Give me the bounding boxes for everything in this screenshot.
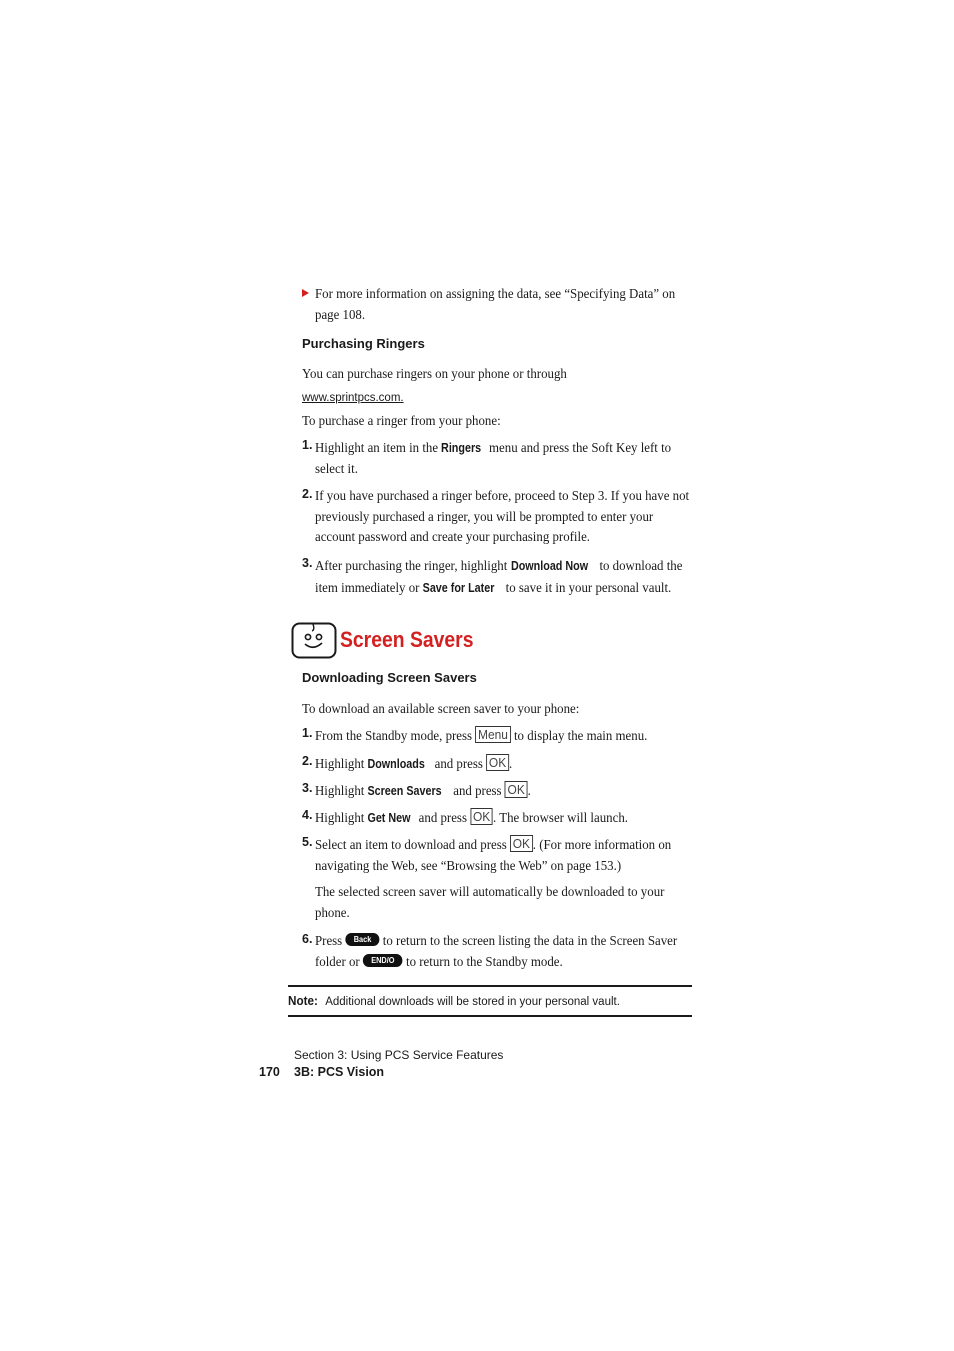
step-text-post: . (For more information on navigating the Web, see “Browsing the Web” on page 153.) (315, 838, 672, 874)
ringers-menu-label: Ringers (441, 440, 482, 455)
back-key-icon: Back (345, 933, 379, 946)
triangle-bullet-icon (302, 289, 309, 297)
step-text-post: . The browser will launch. (493, 811, 628, 826)
download-step-3 (302, 781, 702, 803)
step-text (315, 835, 692, 877)
step-text-pre: From the Standby mode, press (315, 729, 476, 744)
purchasing-para2: To purchase a ringer from your phone: (302, 414, 501, 429)
purchasing-step-3 (302, 556, 702, 618)
purchasing-heading: Purchasing Ringers (302, 336, 425, 351)
note-label: Note: (288, 993, 318, 1008)
step-text-pre: Highlight (315, 811, 368, 826)
step-text (315, 556, 692, 599)
step-text-mid: to return to the screen listing the data in the Screen Saver folder or (315, 934, 678, 970)
purchasing-step-2 (302, 487, 702, 549)
step-number: 6. (302, 932, 313, 946)
ok-key: OK (505, 781, 528, 798)
download-step-5 (302, 835, 702, 925)
download-now-label: Download Now (510, 558, 588, 573)
step-text (315, 808, 701, 830)
step-text-post: to save it in your personal vault. (502, 580, 672, 596)
step-number: 2. (302, 487, 313, 501)
step-text-post: to return to the Standby mode. (402, 954, 563, 970)
step-text-pre: Highlight (315, 757, 368, 772)
step-text-pre: Highlight (315, 784, 368, 799)
download-step-2 (302, 754, 702, 776)
intro-bullet-text: For more information on assigning the data, see “Specifying Data” on page 108. (315, 287, 676, 323)
purchasing-para1: You can purchase ringers on your phone or through (302, 367, 567, 382)
download-step-4 (302, 808, 702, 830)
step-text-mid: and press (450, 784, 505, 799)
download-step-1 (302, 726, 702, 748)
step-text-mid: to download the item immediately or (315, 559, 683, 596)
footer-chapter: 3B: PCS Vision (294, 1065, 385, 1079)
step-text-post: . (508, 757, 513, 772)
end-key-icon: END/O (363, 954, 403, 967)
step-text (315, 438, 692, 480)
menu-key: Menu (475, 726, 510, 743)
step-number: 1. (302, 438, 313, 452)
ok-key: OK (486, 754, 509, 771)
downloading-heading: Downloading Screen Savers (302, 670, 477, 685)
get-new-label: Get New (367, 810, 411, 825)
step-text-pre: Highlight an item in the (315, 441, 442, 456)
step-text-pre: Press (315, 934, 346, 949)
sprintpcs-link[interactable] (302, 388, 404, 406)
download-step-6 (302, 932, 702, 976)
step-text-post: to display the main menu. (510, 729, 648, 744)
save-for-later-label: Save for Later (422, 579, 495, 595)
smiley-face-icon (291, 622, 337, 659)
step-text-pre: After purchasing the ringer, highlight (315, 559, 511, 574)
footer-section-line: Section 3: Using PCS Service Features (294, 1048, 504, 1062)
downloading-intro: To download an available screen saver to your phone: (302, 702, 580, 717)
step-number: 1. (302, 726, 313, 740)
step-text: If you have purchased a ringer before, proceed to Step 3. If you have not previously purchased a ringer, you will be prompted to enter your account password and create your purchasing profile. (315, 489, 690, 545)
downloads-label: Downloads (367, 756, 426, 771)
sprintpcs-link-text[interactable]: www.sprintpcs.com. (302, 392, 404, 404)
step-number: 2. (302, 754, 313, 768)
screen-savers-label: Screen Savers (367, 783, 442, 798)
step-number: 3. (302, 781, 313, 795)
step-text-mid: and press (415, 811, 471, 826)
note-text: Additional downloads will be stored in your personal vault. (325, 996, 620, 1008)
ok-key: OK (470, 808, 493, 825)
step-text (315, 932, 692, 973)
step-text-post: . (527, 784, 531, 799)
section-title: Screen Savers (340, 627, 474, 652)
page-number: 170 (259, 1065, 280, 1079)
step-number: 3. (302, 556, 313, 570)
purchasing-step-1 (302, 438, 702, 478)
ok-key: OK (510, 835, 533, 852)
step-number: 4. (302, 808, 313, 822)
step-text (315, 781, 701, 803)
step-text-mid: and press (431, 757, 487, 772)
step-text-pre: Select an item to download and press (315, 838, 510, 853)
step-text (315, 754, 701, 776)
note-box (288, 985, 692, 1017)
step-text-post: menu and press the Soft Key left to select it. (315, 441, 672, 477)
step-number: 5. (302, 835, 313, 849)
step-text (315, 726, 701, 748)
step-5-followup: The selected screen saver will automatically be downloaded to your phone. (315, 885, 665, 921)
